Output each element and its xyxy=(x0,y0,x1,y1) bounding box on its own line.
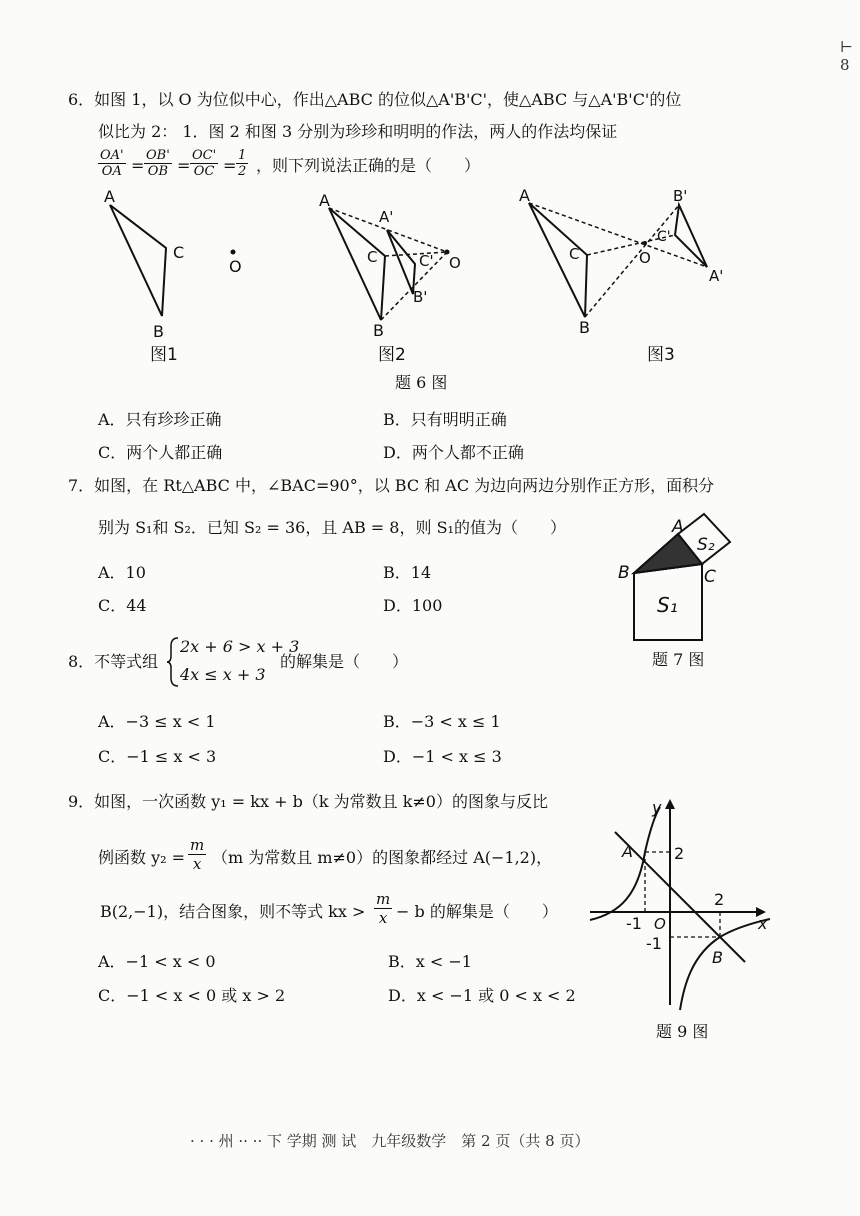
q9-line3-b: − b 的解集是（ ） xyxy=(396,902,558,921)
q8-option-d: D．−1 < x ≤ 3 xyxy=(383,747,502,766)
svg-text:C': C' xyxy=(419,252,434,270)
q9-option-a: A．−1 < x < 0 xyxy=(98,952,216,971)
svg-text:A: A xyxy=(622,842,633,861)
q6-frac-oc: $\frac{OC'}{OC}$ xyxy=(192,148,217,179)
q9-option-b: B．x < −1 xyxy=(388,952,472,971)
svg-text:A: A xyxy=(104,187,115,206)
svg-text:S₂: S₂ xyxy=(697,535,715,555)
svg-text:C: C xyxy=(704,567,716,587)
q7-line1: 7．如图，在 Rt△ABC 中，∠BAC=90°，以 BC 和 AC 为边向两边分别作正方形，面积分 xyxy=(68,476,715,495)
svg-text:2: 2 xyxy=(714,890,725,909)
q7-figure-title: 题 7 图 xyxy=(652,650,705,669)
q9-line2-b: （m 为常数且 m≠0）的图象都经过 A(−1,2)， xyxy=(212,848,553,867)
svg-text:O: O xyxy=(229,257,242,276)
svg-text:B': B' xyxy=(413,288,428,306)
page-footer: · · · 州 ·· ·· 下 学期 测 试 九年级数学 第 2 页（共 8 页） xyxy=(190,1132,590,1150)
q8-inequality-2: 4x ≤ x + 3 xyxy=(180,665,266,684)
fig3-caption: 图3 xyxy=(647,345,675,365)
q6-figure-1 xyxy=(95,187,255,341)
q9-option-c: C．−1 < x < 0 或 x > 2 xyxy=(98,986,286,1005)
q6-eq2: = xyxy=(177,156,191,175)
svg-text:x: x xyxy=(758,914,768,933)
svg-text:C': C' xyxy=(657,229,671,245)
svg-text:O: O xyxy=(639,249,651,267)
q6-line1: 6．如图 1，以 O 为位似中心，作出△ABC 的位似△A'B'C'，使△ABC 与△A'B'C'的位 xyxy=(68,90,682,109)
svg-text:A: A xyxy=(519,186,530,205)
q6-option-d: D．两个人都不正确 xyxy=(383,443,524,462)
svg-text:C: C xyxy=(367,248,378,266)
svg-text:O: O xyxy=(654,915,666,933)
q7-option-b: B．14 xyxy=(383,563,432,582)
fig1-caption: 图1 xyxy=(150,345,178,365)
q9-figure-title: 题 9 图 xyxy=(656,1022,709,1041)
q6-figure-3 xyxy=(515,185,755,335)
svg-text:-1: -1 xyxy=(626,914,642,933)
q6-frac-ob: $\frac{OB'}{OB}$ xyxy=(146,148,170,179)
q6-option-b: B．只有明明正确 xyxy=(383,410,507,429)
svg-text:-1: -1 xyxy=(646,934,662,953)
svg-text:C: C xyxy=(569,245,580,263)
q8-tail: 的解集是（ ） xyxy=(280,652,409,671)
q9-option-d: D．x < −1 或 0 < x < 2 xyxy=(388,986,576,1005)
q6-line3-tail: ，则下列说法正确的是（ ） xyxy=(256,156,481,175)
q9-line3-a: B(2,−1)，结合图象，则不等式 kx > xyxy=(100,902,366,921)
q6-figure-title: 题 6 图 xyxy=(395,373,448,392)
svg-text:A': A' xyxy=(709,267,724,285)
q8-option-c: C．−1 ≤ x < 3 xyxy=(98,747,217,766)
q6-line2: 似比为 2： 1．图 2 和图 3 分别为珍珍和明明的作法，两人的作法均保证 xyxy=(98,122,618,141)
q8-inequality-1: 2x + 6 > x + 3 xyxy=(180,637,300,656)
svg-text:y: y xyxy=(652,798,662,817)
svg-text:B: B xyxy=(618,563,630,583)
svg-text:A: A xyxy=(672,517,684,537)
q9-line2-frac: $\frac{m}{x}$ xyxy=(190,836,205,873)
q6-eq1: = xyxy=(131,156,145,175)
svg-text:B: B xyxy=(579,318,590,337)
svg-text:B: B xyxy=(712,948,723,967)
q6-option-c: C．两个人都正确 xyxy=(98,443,223,462)
q9-line3-frac: $\frac{m}{x}$ xyxy=(376,890,391,927)
svg-text:B: B xyxy=(153,322,164,341)
svg-text:A': A' xyxy=(379,208,394,226)
svg-text:B': B' xyxy=(673,187,688,205)
svg-text:C: C xyxy=(173,243,185,262)
q6-eq3: = xyxy=(223,156,237,175)
svg-text:B: B xyxy=(373,321,384,340)
q7-option-a: A．10 xyxy=(98,563,146,582)
q6-frac-half: $\frac{1}{2}$ xyxy=(238,148,247,179)
svg-text:2: 2 xyxy=(674,844,685,863)
svg-text:A: A xyxy=(319,191,330,210)
q6-figure-2 xyxy=(315,190,485,340)
side-mark: ⊢ 8 xyxy=(840,38,853,74)
q9-line1: 9．如图，一次函数 y₁ = kx + b（k 为常数且 k≠0）的图象与反比 xyxy=(68,792,548,811)
q8-lead: 8．不等式组 xyxy=(68,652,159,671)
q7-figure xyxy=(612,512,742,647)
fig2-caption: 图2 xyxy=(378,345,406,365)
q9-graph xyxy=(580,795,780,1015)
svg-text:S₁: S₁ xyxy=(657,593,678,617)
q7-option-c: C．44 xyxy=(98,596,147,615)
q8-brace xyxy=(166,636,180,688)
q6-frac-oa: $\frac{OA'}{OA}$ xyxy=(100,148,124,179)
q8-option-b: B．−3 < x ≤ 1 xyxy=(383,712,501,731)
q8-option-a: A．−3 ≤ x < 1 xyxy=(98,712,216,731)
q7-option-d: D．100 xyxy=(383,596,443,615)
q9-line2-a: 例函数 y₂ = xyxy=(98,848,186,867)
svg-text:O: O xyxy=(449,254,461,272)
q6-option-a: A．只有珍珍正确 xyxy=(98,410,222,429)
q7-line2: 别为 S₁和 S₂．已知 S₂ = 36，且 AB = 8，则 S₁的值为（ ） xyxy=(98,518,566,537)
